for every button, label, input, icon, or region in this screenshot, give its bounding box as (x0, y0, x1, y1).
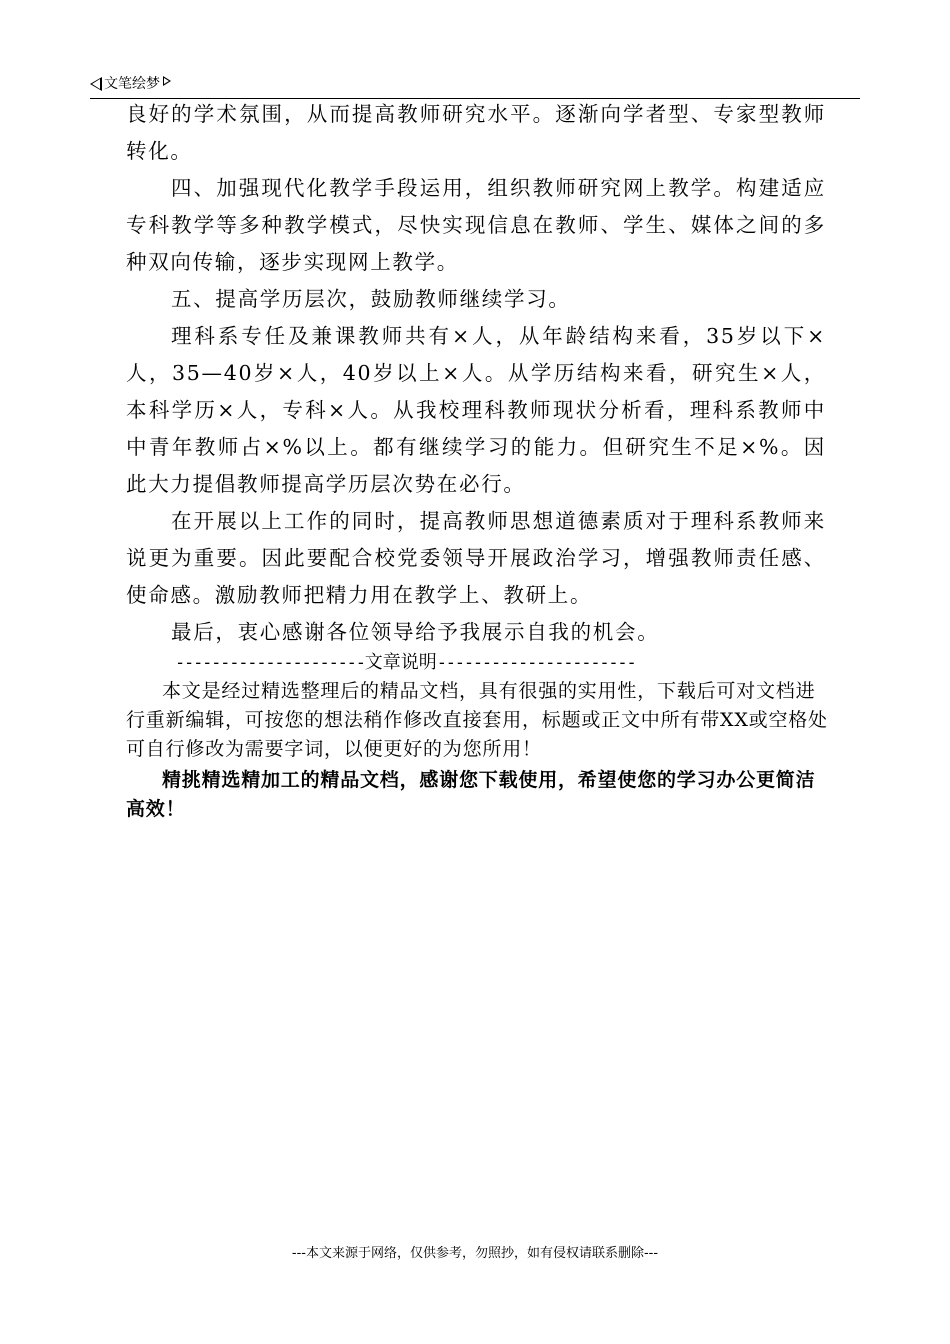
paragraph: 良好的学术氛围，从而提高教师研究水平。逐渐向学者型、专家型教师转化。 (126, 102, 826, 163)
note-text: 本文是经过精选整理后的精品文档，具有很强的实用性，下载后可对文档进行重新编辑，可按您的想法稍作修改直接套用，标题或正文中所有带XX或空格处可自行修改为需要字词，以便更好的为您所用！ (126, 680, 828, 760)
paragraph: 四、加强现代化教学手段运用，组织教师研究网上教学。构建适应专科教学等多种教学模式，尽快实现信息在教师、学生、媒体之间的多种双向传输，逐步实现网上教学。 (126, 176, 826, 274)
paragraph: 最后，衷心感谢各位领导给予我展示自我的机会。 (171, 620, 660, 644)
page-footer: ---本文来源于网络，仅供参考，勿照抄，如有侵权请联系删除--- (291, 1246, 659, 1261)
divider-title: 文章说明 (364, 652, 437, 673)
note-bold-text: 精挑精选精加工的精品文档，感谢您下载使用，希望使您的学习办公更简洁高效！ (126, 769, 816, 820)
header-brand (90, 74, 171, 94)
header-brand-text: 文笔绘梦 (104, 76, 160, 92)
triangle-right-icon (163, 76, 171, 86)
article-note-divider (175, 650, 795, 676)
article-note (126, 677, 831, 824)
triangle-left-icon (90, 77, 102, 91)
paragraph: 理科系专任及兼课教师共有×人，从年龄结构来看，35岁以下×人，35—40岁×人，40岁以上×人。从学历结构来看，研究生×人，本科学历×人，专科×人。从我校理科教师现状分析看，理科系教师中中青年教师占×%以上。都有继续学习的能力。但研究生不足×%。因此大力提倡教师提高学历层次势在必行。 (126, 324, 826, 496)
paragraph: 五、提高学历层次，鼓励教师继续学习。 (171, 287, 571, 311)
divider-dashes-left: --------------------- (175, 653, 365, 673)
divider-dashes-right: ---------------------- (436, 653, 636, 673)
document-body (126, 96, 826, 651)
paragraph: 在开展以上工作的同时，提高教师思想道德素质对于理科系教师来说更为重要。因此要配合校党委领导开展政治学习，增强教师责任感、使命感。激励教师把精力用在教学上、教研上。 (126, 509, 826, 607)
